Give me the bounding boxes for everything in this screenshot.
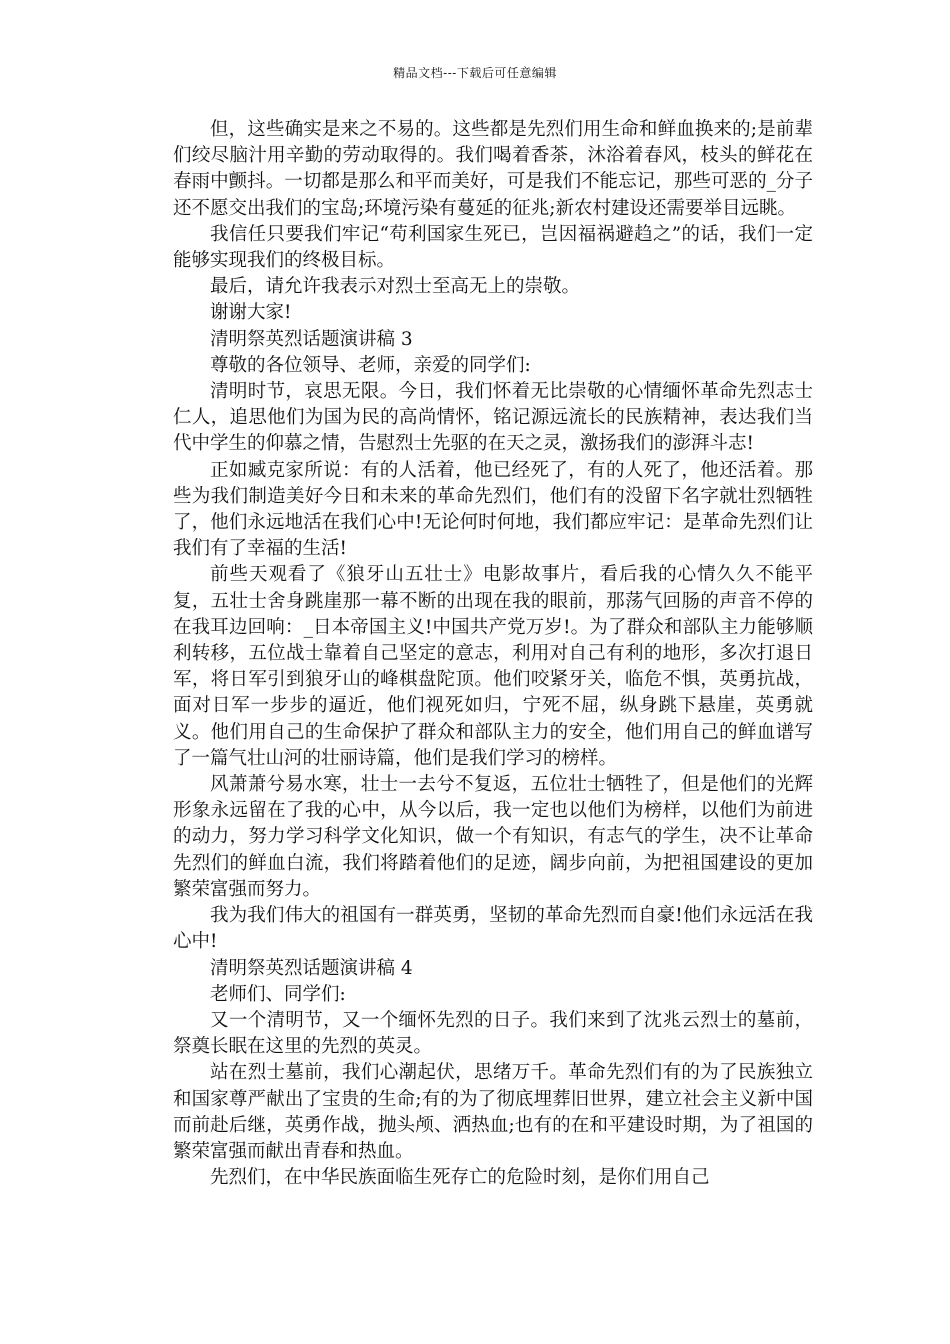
paragraph: 清明时节，哀思无限。今日，我们怀着无比崇敬的心情缅怀革命先烈志士仁人，追思他们为国为民的高尚情怀，铭记源远流长的民族精神，表达我们当代中学生的仰慕之情，告慰烈士先驱的在天之灵，激扬我们的澎湃斗志! xyxy=(173,381,813,455)
paragraph: 谢谢大家! xyxy=(210,302,292,324)
paragraph: 前些天观看了《狼牙山五壮士》电影故事片，看后我的心情久久不能平复，五壮士舍身跳崖那一幕不断的出现在我的眼前，那荡气回肠的声音不停的在我耳边回响：_日本帝国主义!中国共产党万岁!。为了群众和部队主力能够顺利转移，五位战士靠着自己坚定的意志，利用对自己有利的地形，多次打退日军，将日军引到狼牙山的峰棋盘陀顶。他们咬紧牙关，临危不惧，英勇抗战，面对日军一步步的逼近，他们视死如归，宁死不屈，纵身跳下悬崖，英勇就义。他们用自己的生命保护了群众和部队主力的安全，他们用自己的鲜血谱写了一篇气壮山河的壮丽诗篇，他们是我们学习的榜样。 xyxy=(173,564,813,769)
salutation: 老师们、同学们: xyxy=(210,983,346,1005)
page-header: 精品文档---下载后可任意编辑 xyxy=(393,66,557,80)
document-body xyxy=(173,117,813,1191)
paragraph: 站在烈士墓前，我们心潮起伏，思绪万千。革命先烈们有的为了民族独立和国家尊严献出了宝贵的生命;有的为了彻底埋葬旧世界，建立社会主义新中国而前赴后继，英勇作战，抛头颅、洒热血;也有的在和平建设时期，为了祖国的繁荣富强而献出青春和热血。 xyxy=(173,1062,813,1162)
section-title: 清明祭英烈话题演讲稿 3 xyxy=(210,328,413,350)
section-title: 清明祭英烈话题演讲稿 4 xyxy=(210,957,413,979)
salutation: 尊敬的各位领导、老师，亲爱的同学们: xyxy=(210,354,531,376)
paragraph: 风萧萧兮易水寒，壮士一去兮不复返，五位壮士牺牲了，但是他们的光辉形象永远留在了我的心中，从今以后，我一定也以他们为榜样，以他们为前进的动力，努力学习科学文化知识，做一个有知识，有志气的学生，决不让革命先烈们的鲜血白流，我们将踏着他们的足迹，阔步向前，为把祖国建设的更加繁荣富强而努力。 xyxy=(173,774,813,900)
paragraph: 但，这些确实是来之不易的。这些都是先烈们用生命和鲜血换来的;是前辈们绞尽脑汁用辛勤的劳动取得的。我们喝着香茶，沐浴着春风，枝头的鲜花在春雨中颤抖。一切都是那么和平而美好，可是我们不能忘记，那些可恶的_分子还不愿交出我们的宝岛;环境污染有蔓延的征兆;新农村建设还需要举目远眺。 xyxy=(173,119,813,219)
paragraph: 又一个清明节，又一个缅怀先烈的日子。我们来到了沈兆云烈士的墓前，祭奠长眠在这里的先烈的英灵。 xyxy=(173,1009,813,1058)
paragraph: 先烈们，在中华民族面临生死存亡的危险时刻，是你们用自己 xyxy=(210,1167,710,1189)
paragraph: 我信任只要我们牢记“苟利国家生死已，岂因福祸避趋之”的话，我们一定能够实现我们的终极目标。 xyxy=(173,223,813,272)
paragraph: 最后，请允许我表示对烈士至高无上的崇敬。 xyxy=(210,276,581,298)
paragraph: 正如臧克家所说：有的人活着，他已经死了，有的人死了，他还活着。那些为我们制造美好今日和未来的革命先烈们，他们有的没留下名字就壮烈牺牲了，他们永远地活在我们心中!无论何时何地，我们都应牢记：是革命先烈们让我们有了幸福的生活! xyxy=(173,459,813,560)
paragraph: 我为我们伟大的祖国有一群英勇，坚韧的革命先烈而自豪!他们永远活在我心中! xyxy=(173,905,813,953)
